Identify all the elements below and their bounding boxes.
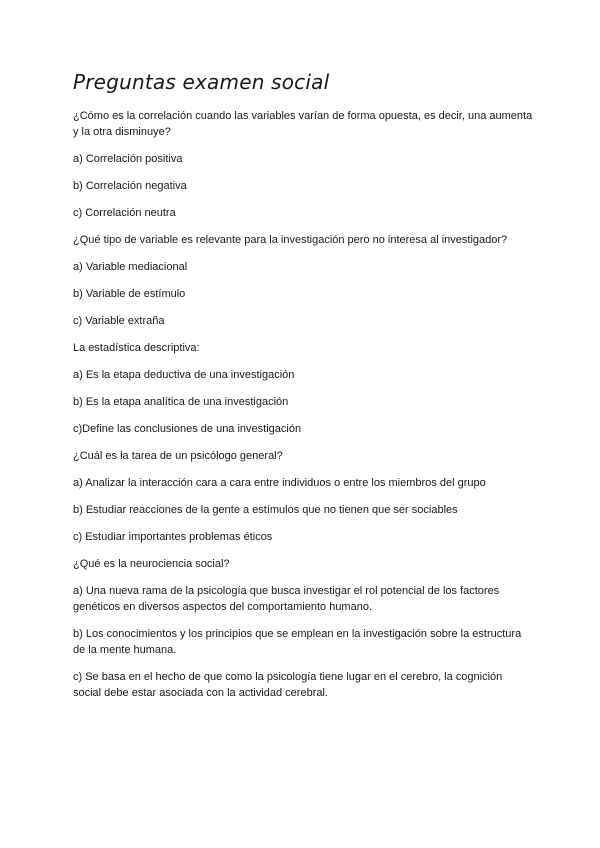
question-4-option-b: b) Estudiar reacciones de la gente a estímulos que no tienen que ser sociables [73,504,458,516]
question-5-option-a: a) Una nueva rama de la psicología que busca investigar el rol potencial de los factores genéticos en diversos aspectos del comportamiento humano. [73,585,500,613]
question-5-option-c: c) Se basa en el hecho de que como la psicología tiene lugar en el cerebro, la cognición social debe estar asociada con la actividad cerebral. [73,671,503,699]
question-1-option-b: b) Correlación negativa [73,180,187,192]
question-2-option-b: b) Variable de estímulo [73,288,186,300]
question-4-option-a: a) Analizar la interacción cara a cara entre individuos o entre los miembros del grupo [73,477,486,489]
question-4-option-c: c) Estudiar importantes problemas éticos [73,531,273,543]
question-2: ¿Qué tipo de variable es relevante para la investigación pero no interesa al investigador? [73,234,508,246]
question-4: ¿Cuál es la tarea de un psicólogo general? [73,450,283,462]
document-title: Preguntas examen social [73,70,330,94]
question-1-option-c: c) Correlación neutra [73,207,176,219]
question-1: ¿Cómo es la correlación cuando las variables varían de forma opuesta, es decir, una aumenta y la otra disminuye? [73,110,533,138]
question-3-option-a: a) Es la etapa deductiva de una investigación [73,369,295,381]
question-5-option-b: b) Los conocimientos y los principios que se emplean en la investigación sobre la estructura de la mente humana. [73,628,522,656]
question-3-option-b: b) Es la etapa analítica de una investigación [73,396,289,408]
question-5: ¿Qué es la neurociencia social? [73,558,230,570]
document-body [73,108,533,712]
question-3-option-c: c)Define las conclusiones de una investigación [73,423,302,435]
question-2-option-c: c) Variable extraña [73,315,165,327]
question-1-option-a: a) Correlación positiva [73,153,183,165]
question-3: La estadística descriptiva: [73,342,200,354]
question-2-option-a: a) Variable mediacional [73,261,188,273]
